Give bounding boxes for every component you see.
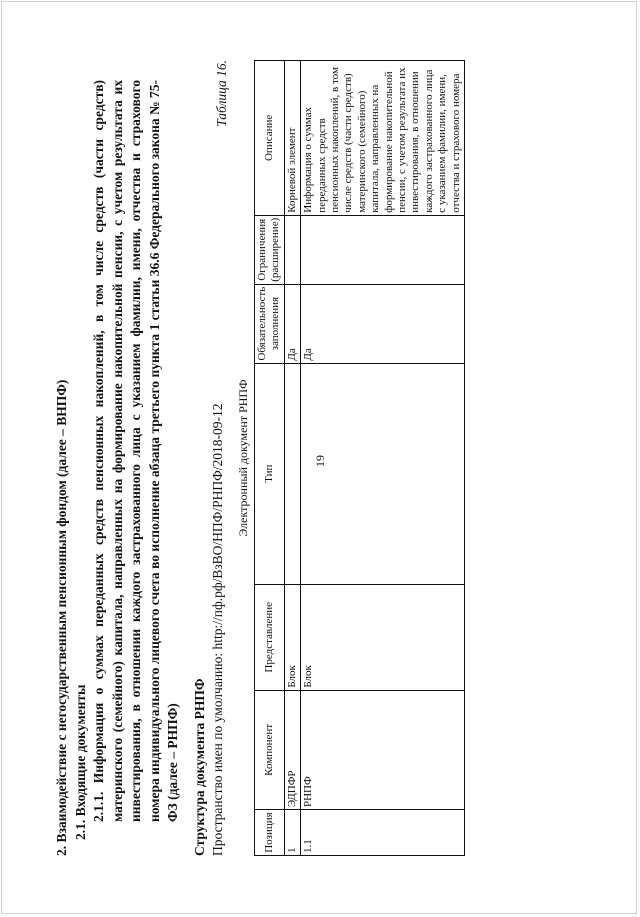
clause-text: 2.1.1. Информация о суммах переданных средств пенсионных накоплений, в том числе средств (части средств) материнского (семейного) капитала, направленных на формирование накопительной пенсии, с учетом результата их инвестирования, в отношении каждого застрахованного лица с указанием фамилии, имени, отчества и страхового номера индивидуального лицевого счета во исполнение абзаца третьего пункта 1 статьи 36.6 Федерального закона № 75-ФЗ (далее – РНПФ) xyxy=(91,80,181,822)
document-structure-table xyxy=(254,60,465,856)
cell-type xyxy=(284,363,300,584)
rotated-page-content xyxy=(46,60,606,856)
table-row xyxy=(301,61,465,856)
cell-component: ЭДПФР xyxy=(284,690,300,809)
table-header-row xyxy=(255,61,285,856)
header-component: Компонент xyxy=(255,690,285,809)
table-caption: Электронный документ РНПФ xyxy=(236,379,250,537)
cell-representation: Блок xyxy=(284,584,300,690)
cell-description: Корневой элемент xyxy=(284,61,300,216)
header-position: Позиция xyxy=(255,810,285,856)
cell-representation: Блок xyxy=(301,584,465,690)
cell-required: Да xyxy=(301,284,465,363)
namespace-text: Пространство имен по умолчанию: http://пф.рф/ВзВО/НПФ/РНПФ/2018-09-12 xyxy=(210,403,225,856)
header-representation: Представление xyxy=(255,584,285,690)
header-required: Обязательность заполнения xyxy=(255,284,285,363)
subsection-title: 2.1. Входящие документы xyxy=(73,684,88,840)
cell-position: 1 xyxy=(284,810,300,856)
cell-component: РНПФ xyxy=(301,690,465,809)
header-description: Описание xyxy=(255,61,285,216)
cell-type xyxy=(301,363,465,584)
structure-title: Структура документа РНПФ xyxy=(192,678,207,856)
table-row xyxy=(284,61,300,856)
header-type: Тип xyxy=(255,363,285,584)
cell-required: Да xyxy=(284,284,300,363)
cell-description: Информация о суммах переданных средств пенсионных накоплений, в том числе средств (части средств) материнского (семейного) капитала, направленных на формирование накопительной пенсии, с учетом результата их инвестирования, в отношении каждого застрахованного лица с указанием фамилии, имени, отчества и страхового номера xyxy=(301,61,465,216)
cell-position: 1.1 xyxy=(301,810,465,856)
table-label: Таблица 16. xyxy=(214,60,229,127)
header-restrictions: Ограничения (расширение) xyxy=(255,215,285,284)
section-title: 2. Взаимодействие с негосударственным пенсионным фондом (далее – ВНПФ) xyxy=(54,379,69,856)
cell-restrictions xyxy=(301,215,465,284)
cell-restrictions xyxy=(284,215,300,284)
page-number: 19 xyxy=(313,455,327,467)
